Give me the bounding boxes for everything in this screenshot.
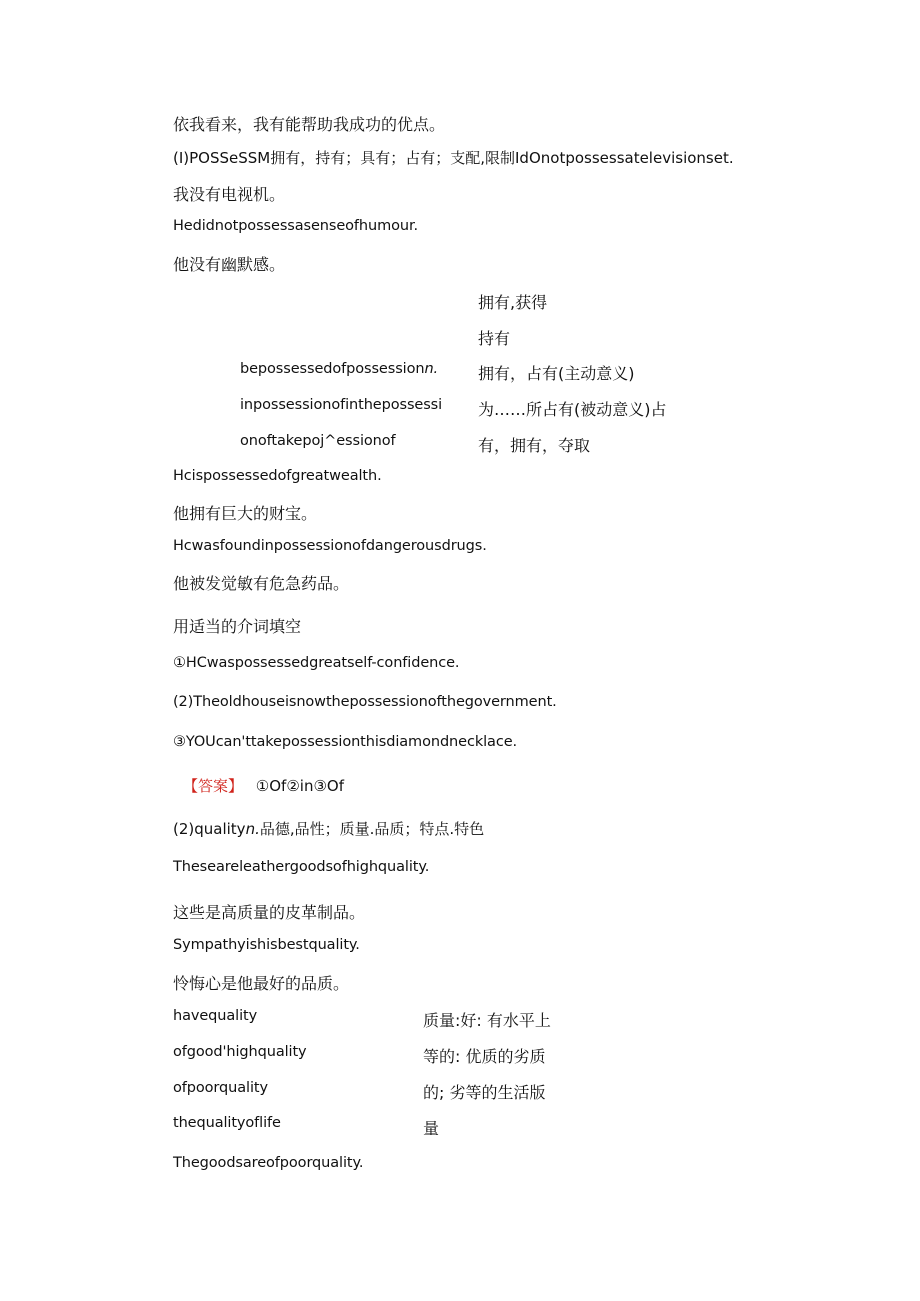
text-line: 他没有幽默感。 <box>173 255 286 274</box>
table2-right-cell: 的; 劣等的生活版 <box>423 1083 546 1102</box>
table1-right-cell: 为……所占有(被动意义)占 <box>478 400 667 419</box>
table1-right-cell: 有，拥有，夺取 <box>478 436 591 455</box>
text-line: (2)qualityn.品德,品性；质量.品质；特点.特色 <box>173 820 485 838</box>
table1-right-cell: 拥有,获得 <box>478 293 548 312</box>
text-line: 他拥有巨大的财宝。 <box>173 504 318 523</box>
text-line: 依我看来，我有能帮助我成功的优点。 <box>173 115 446 134</box>
exercise-item: ③YOUcan'ttakepossessionthisdiamondnecklace. <box>173 734 518 750</box>
answer-label: 【答案】 <box>183 777 244 795</box>
text-line: Hcispossessedofgreatwealth. <box>173 468 382 484</box>
table2-right-cell: 等的: 优质的劣质 <box>423 1047 546 1066</box>
answer-text: ①Of②in③Of <box>255 777 344 795</box>
text-line: Theseareleathergoodsofhighquality. <box>173 859 430 875</box>
table2-left-cell: ofpoorquality <box>173 1080 268 1096</box>
table1-left-cell: bepossessedofpossessionn. <box>240 361 439 377</box>
text-line: Hcwasfoundinpossessionofdangerousdrugs. <box>173 538 487 554</box>
exercise-item: ①HCwaspossessedgreatself-confidence. <box>173 655 460 671</box>
text-line: 这些是高质量的皮革制品。 <box>173 903 366 922</box>
table1-right-cell: 持有 <box>478 329 511 348</box>
text-line: (I)POSSeSSM拥有，持有；具有；占有；支配,限制IdOnotpossessatelevisionset. <box>173 149 734 167</box>
text-line: 怜悔心是他最好的品质。 <box>173 974 350 993</box>
table2-right-cell: 量 <box>423 1119 440 1138</box>
table2-left-cell: thequalityoflife <box>173 1115 281 1131</box>
text-line: Thegoodsareofpoorquality. <box>173 1155 364 1171</box>
text-line: 我没有电视机。 <box>173 185 286 204</box>
text-line: Hedidnotpossessasenseofhumour. <box>173 218 419 234</box>
table2-left-cell: ofgood'highquality <box>173 1044 307 1060</box>
table2-left-cell: havequality <box>173 1008 258 1024</box>
table2-right-cell: 质量:好: 有水平上 <box>423 1011 551 1030</box>
answer-line <box>183 775 344 796</box>
table1-right-cell: 拥有，占有(主动意义) <box>478 364 635 383</box>
text-line: Sympathyishisbestquality. <box>173 937 360 953</box>
exercise-heading: 用适当的介词填空 <box>173 617 302 636</box>
text-line: 他被发觉敏有危急药品。 <box>173 574 350 593</box>
table1-left-cell: inpossessionofinthepossessi <box>240 397 443 413</box>
exercise-item: (2)Theoldhouseisnowthepossessionofthegovernment. <box>173 694 557 710</box>
table1-left-cell: onoftakepoj^essionof <box>240 433 396 449</box>
